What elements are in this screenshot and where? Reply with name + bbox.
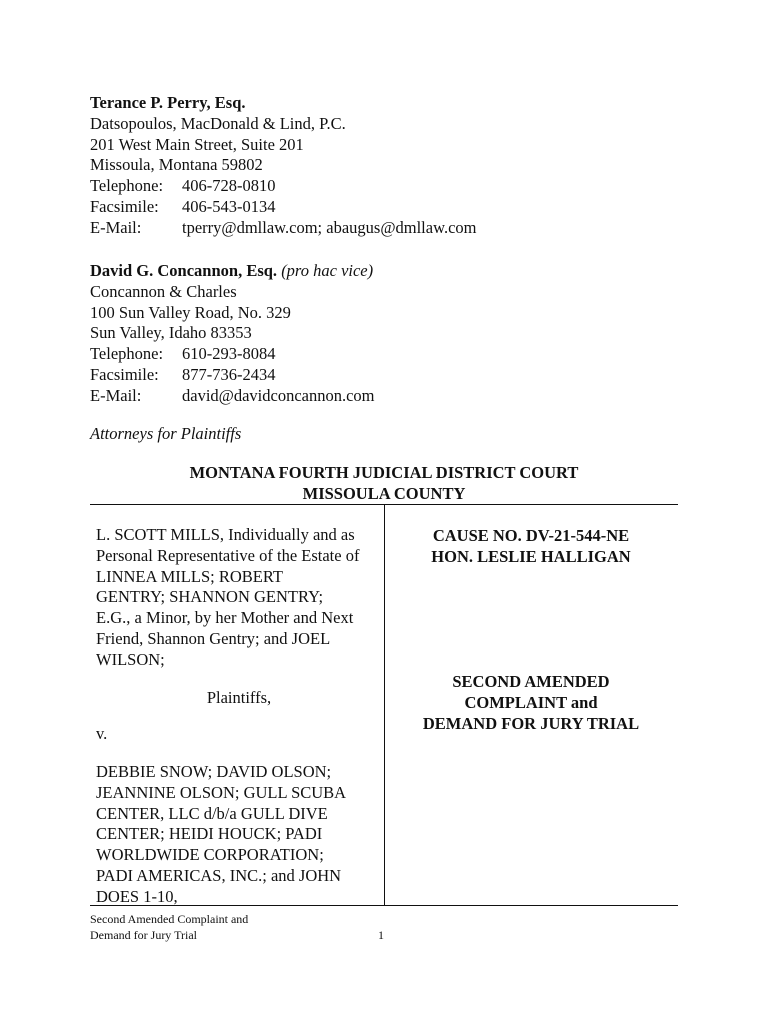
page-number: 1: [378, 928, 384, 942]
facsimile-value: 406-543-0134: [182, 196, 276, 216]
footer-title-line: Second Amended Complaint and: [90, 912, 249, 926]
judge-name: HON. LESLIE HALLIGAN: [431, 546, 631, 566]
page-footer: [90, 912, 248, 943]
plaintiffs-line: Friend, Shannon Gentry; and JOEL: [96, 628, 331, 648]
attorney-telephone-row: [90, 176, 690, 197]
email-value: david@davidconcannon.com: [182, 385, 375, 405]
email-value: tperry@dmllaw.com; abaugus@dmllaw.com: [182, 217, 477, 237]
attorneys-for-plaintiffs: Attorneys for Plaintiffs: [90, 424, 242, 443]
defendants-list: [96, 762, 382, 908]
attorney-city: Sun Valley, Idaho 83353: [90, 323, 252, 343]
facsimile-value: 877-736-2434: [182, 364, 276, 384]
attorney-street: 201 West Main Street, Suite 201: [90, 134, 304, 154]
document-title-line: SECOND AMENDED: [452, 672, 610, 691]
plaintiffs-line: WILSON;: [96, 649, 165, 669]
defendants-line: DEBBIE SNOW; DAVID OLSON;: [96, 762, 332, 781]
facsimile-label: Facsimile:: [90, 196, 159, 216]
attorney-block-concannon: [90, 261, 690, 407]
versus-label: v.: [96, 724, 108, 743]
attorney-firm: Datsopoulos, MacDonald & Lind, P.C.: [90, 113, 346, 133]
plaintiffs-line: GENTRY; SHANNON GENTRY;: [96, 587, 324, 607]
cause-number: CAUSE NO. DV-21-544-NE: [432, 526, 630, 545]
telephone-value: 610-293-8084: [182, 344, 276, 364]
defendants-line: CENTER, LLC d/b/a GULL DIVE: [96, 803, 328, 823]
defendants-line: CENTER; HEIDI HOUCK; PADI: [96, 824, 323, 844]
footer-title-line: Demand for Jury Trial: [90, 927, 197, 942]
email-label: E-Mail:: [90, 385, 142, 405]
telephone-label: Telephone:: [90, 344, 164, 364]
defendants-line: DOES 1-10,: [96, 886, 178, 906]
attorney-street: 100 Sun Valley Road, No. 329: [90, 302, 291, 322]
attorney-block-perry: [90, 93, 690, 239]
attorney-firm: Concannon & Charles: [90, 281, 237, 301]
facsimile-label: Facsimile:: [90, 364, 159, 384]
plaintiffs-line: LINNEA MILLS; ROBERT: [96, 566, 283, 586]
plaintiffs-line: Personal Representative of the Estate of: [96, 545, 360, 565]
court-heading: [90, 463, 678, 504]
defendants-line: JEANNINE OLSON; GULL SCUBA: [96, 782, 347, 802]
plaintiffs-list: [96, 525, 382, 671]
court-name: MONTANA FOURTH JUDICIAL DISTRICT COURT: [189, 463, 579, 482]
attorney-name: David G. Concannon, Esq.: [90, 261, 278, 280]
attorney-email-row: [90, 218, 690, 239]
cause-block: [386, 526, 676, 568]
attorney-telephone-row: [90, 344, 690, 365]
attorney-city: Missoula, Montana 59802: [90, 155, 263, 175]
caption-column-divider: [384, 504, 385, 905]
attorney-facsimile-row: [90, 365, 690, 386]
telephone-label: Telephone:: [90, 176, 164, 196]
court-county: MISSOULA COUNTY: [302, 483, 466, 503]
defendants-line: PADI AMERICAS, INC.; and JOHN: [96, 865, 342, 885]
attorney-name-row: [90, 261, 690, 282]
plaintiffs-label: Plaintiffs,: [206, 688, 272, 707]
defendants-line: WORLDWIDE CORPORATION;: [96, 845, 324, 865]
document-title-line: COMPLAINT and: [464, 692, 598, 712]
pro-hac-vice-note: (pro hac vice): [281, 261, 374, 280]
attorney-name: Terance P. Perry, Esq.: [90, 93, 246, 112]
attorney-facsimile-row: [90, 197, 690, 218]
document-title-line: DEMAND FOR JURY TRIAL: [422, 713, 640, 733]
attorney-email-row: [90, 386, 690, 407]
document-title: [386, 672, 676, 734]
plaintiffs-line: L. SCOTT MILLS, Individually and as: [96, 525, 355, 544]
plaintiffs-line: E.G., a Minor, by her Mother and Next: [96, 608, 354, 628]
telephone-value: 406-728-0810: [182, 176, 276, 196]
email-label: E-Mail:: [90, 217, 142, 237]
